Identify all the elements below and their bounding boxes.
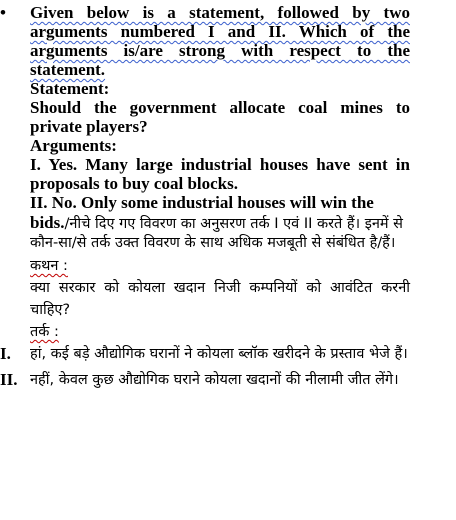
english-argument-2: II. No. Only some industrial houses will win the bids.: [30, 193, 374, 232]
argument-1-text: हां, कई बड़े औद्योगिक घरानों ने कोयला ब्लॉक खरीदने के प्रस्ताव भेजे हैं।: [30, 346, 408, 362]
argument-1-marker: I.: [0, 344, 11, 363]
english-statement-text: Should the government allocate coal mines to private players?: [30, 98, 410, 136]
english-arguments-heading: Arguments:: [30, 136, 117, 155]
hindi-argument-2: [0, 369, 410, 391]
hindi-argument-1: [0, 343, 410, 365]
english-instruction: Given below is a statement, followed by two arguments numbered I and II. Which of the arguments is/are strong with respect to the statement.: [30, 3, 410, 79]
list-bullet: •: [0, 3, 6, 22]
hindi-arguments-list: [0, 343, 410, 391]
hindi-instruction: /नीचे दिए गए विवरण का अनुसरण तर्क I एवं II करते हैं। इनमें से कौन-सा/से तर्क उक्त विवरण के साथ अधिक मजबूती से संबंधित है/हैं।: [30, 216, 403, 251]
hindi-statement-heading: कथन :: [30, 258, 68, 274]
english-statement-heading: Statement:: [30, 79, 110, 98]
hindi-arguments-heading: तर्क :: [30, 324, 59, 340]
question-document: [0, 3, 410, 391]
hindi-statement-text: क्या सरकार को कोयला खदान निजी कम्पनियों को आवंटित करनी चाहिए?: [30, 280, 410, 318]
argument-2-text: नहीं, केवल कुछ औद्योगिक घराने कोयला खदानों की नीलामी जीत लेंगे।: [30, 372, 399, 388]
english-argument-1: I. Yes. Many large industrial houses have sent in proposals to buy coal blocks.: [30, 155, 410, 193]
argument-2-marker: II.: [0, 370, 18, 389]
